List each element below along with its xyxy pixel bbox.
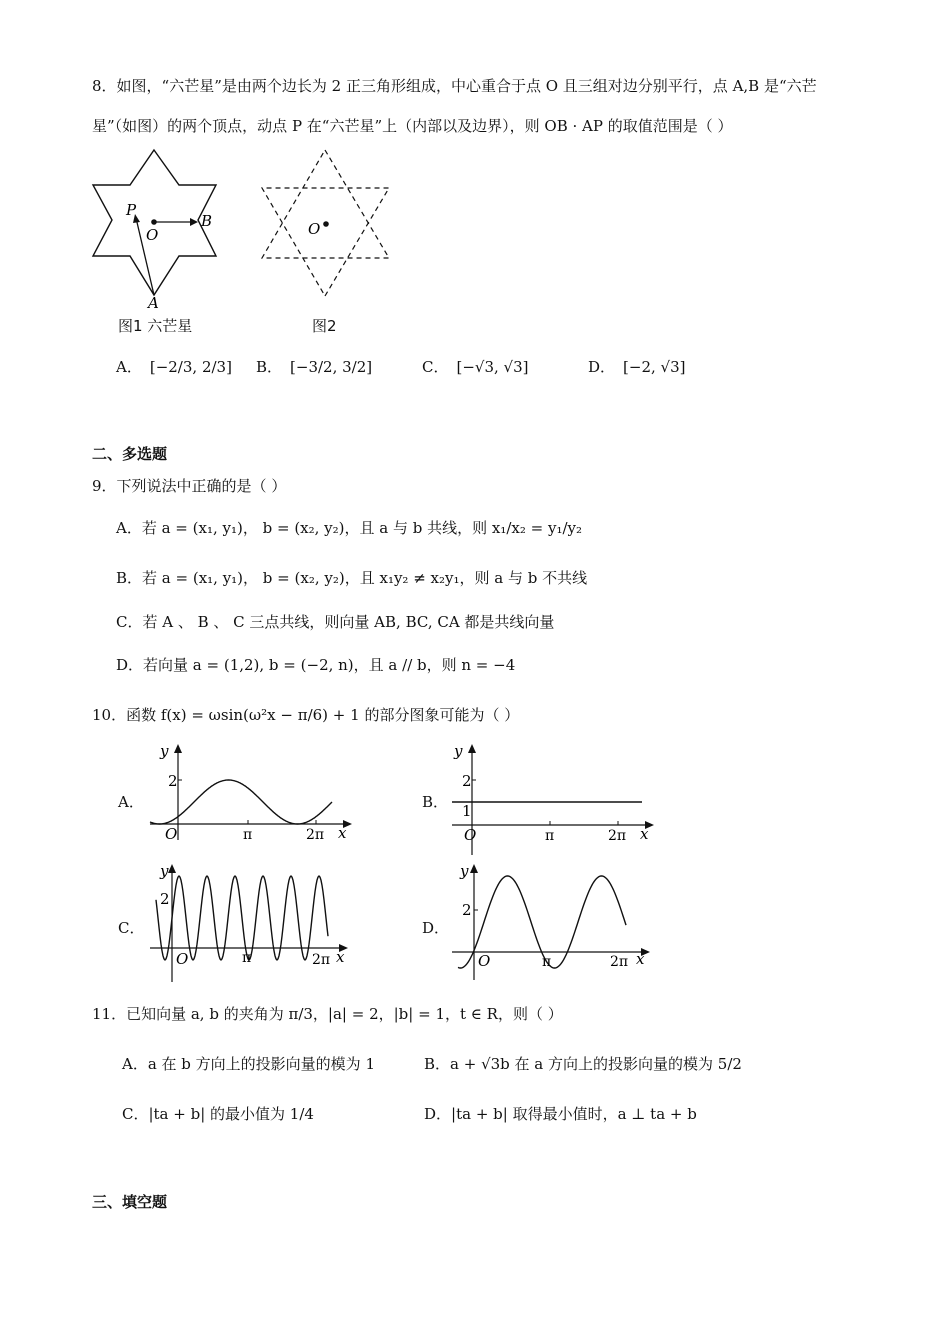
triangle-down [262, 188, 389, 296]
section-heading-fill-blank: 三、填空题 [92, 1193, 168, 1211]
q10-graph-b[interactable] [450, 740, 660, 860]
q8-option-d[interactable]: D． [−2, √3] [588, 358, 686, 376]
q9-option-a[interactable]: A．若 a = (x₁, y₁)， b = (x₂, y₂)，且 a 与 b 共线，则 x₁/x₂ = y₁/y₂ [116, 519, 583, 537]
svg-text:π: π [242, 950, 252, 966]
svg-text:2π: 2π [312, 952, 331, 968]
q10-option-d-label[interactable]: D． [422, 919, 450, 937]
q11-stem: 11．已知向量 a, b 的夹角为 π/3，|a| = 2，|b| = 1，t ∈ R，则（ ） [92, 1005, 563, 1023]
q10-option-a-label[interactable]: A． [118, 793, 144, 811]
svg-text:x: x [336, 948, 345, 966]
section-heading-multi-choice: 二、多选题 [92, 445, 168, 463]
q9-option-d[interactable]: D．若向量 a = (1,2), b = (−2, n)，且 a // b，则 n = −4 [116, 656, 516, 674]
triangle-up [262, 150, 389, 258]
q9-option-c[interactable]: C．若 A 、 B 、 C 三点共线，则向量 AB, BC, CA 都是共线向量 [116, 613, 555, 631]
hexagram-figure-2 [258, 145, 393, 300]
q11-option-c[interactable]: C．|ta + b| 的最小值为 1/4 [122, 1105, 314, 1123]
svg-text:π: π [542, 954, 552, 970]
label-b: B [201, 212, 213, 230]
svg-text:y: y [160, 742, 169, 760]
q11-option-d[interactable]: D．|ta + b| 取得最小值时，a ⊥ ta + b [424, 1105, 697, 1123]
hexagram-figure-1 [88, 145, 228, 310]
label-p: P [126, 201, 137, 219]
svg-text:2π: 2π [608, 828, 627, 844]
svg-text:π: π [243, 827, 253, 843]
svg-text:1: 1 [462, 802, 472, 820]
q8-option-c[interactable]: C． [−√3, √3] [422, 358, 529, 376]
svg-text:O: O [464, 826, 477, 844]
label-o: O [146, 226, 159, 244]
svg-text:x: x [640, 825, 649, 843]
q10-option-b-label[interactable]: B． [422, 793, 449, 811]
svg-text:y: y [454, 742, 463, 760]
svg-text:y: y [460, 862, 469, 880]
q8-option-a[interactable]: A． [−2/3, 2/3] [116, 358, 232, 376]
q10-option-c-label[interactable]: C． [118, 919, 145, 937]
q8-stem-line2: 星”（如图）的两个顶点，动点 P 在“六芒星”上（内部以及边界），则 OB · AP 的取值范围是（ ） [92, 117, 733, 135]
q9-stem: 9．下列说法中正确的是（ ） [92, 477, 287, 495]
q10-graph-d[interactable] [450, 860, 660, 985]
svg-text:y: y [160, 862, 169, 880]
label-a: A [148, 294, 159, 310]
svg-text:2π: 2π [610, 954, 629, 970]
fig1-caption: 图1 六芒星 [118, 317, 193, 335]
q10-graph-c[interactable] [148, 860, 358, 985]
svg-text:x: x [338, 824, 347, 842]
fig2-label-o: O [308, 220, 321, 238]
q10-graph-a[interactable] [148, 740, 358, 845]
q8-stem-line1: 8．如图，“六芒星”是由两个边长为 2 正三角形组成，中心重合于点 O 且三组对边分别平行，点 A,B 是“六芒 [92, 77, 817, 95]
svg-text:2: 2 [462, 772, 472, 790]
svg-text:O: O [176, 950, 189, 968]
q8-option-b[interactable]: B． [−3/2, 3/2] [256, 358, 373, 376]
svg-text:2π: 2π [306, 827, 325, 843]
svg-text:O: O [478, 952, 491, 970]
svg-text:2: 2 [160, 890, 170, 908]
q9-option-b[interactable]: B．若 a = (x₁, y₁)， b = (x₂, y₂)，且 x₁y₂ ≠ x₂y₁，则 a 与 b 不共线 [116, 569, 588, 587]
q11-option-a[interactable]: A．a 在 b 方向上的投影向量的模为 1 [122, 1055, 375, 1073]
q10-stem: 10．函数 f(x) = ωsin(ω²x − π/6) + 1 的部分图象可能为（ ） [92, 706, 520, 724]
fig2-caption: 图2 [312, 317, 337, 335]
svg-text:2: 2 [462, 901, 472, 919]
svg-text:x: x [636, 950, 645, 968]
svg-text:π: π [545, 828, 555, 844]
svg-text:O: O [165, 825, 178, 843]
svg-text:2: 2 [168, 772, 178, 790]
q11-option-b[interactable]: B．a + √3b 在 a 方向上的投影向量的模为 5/2 [424, 1055, 742, 1073]
